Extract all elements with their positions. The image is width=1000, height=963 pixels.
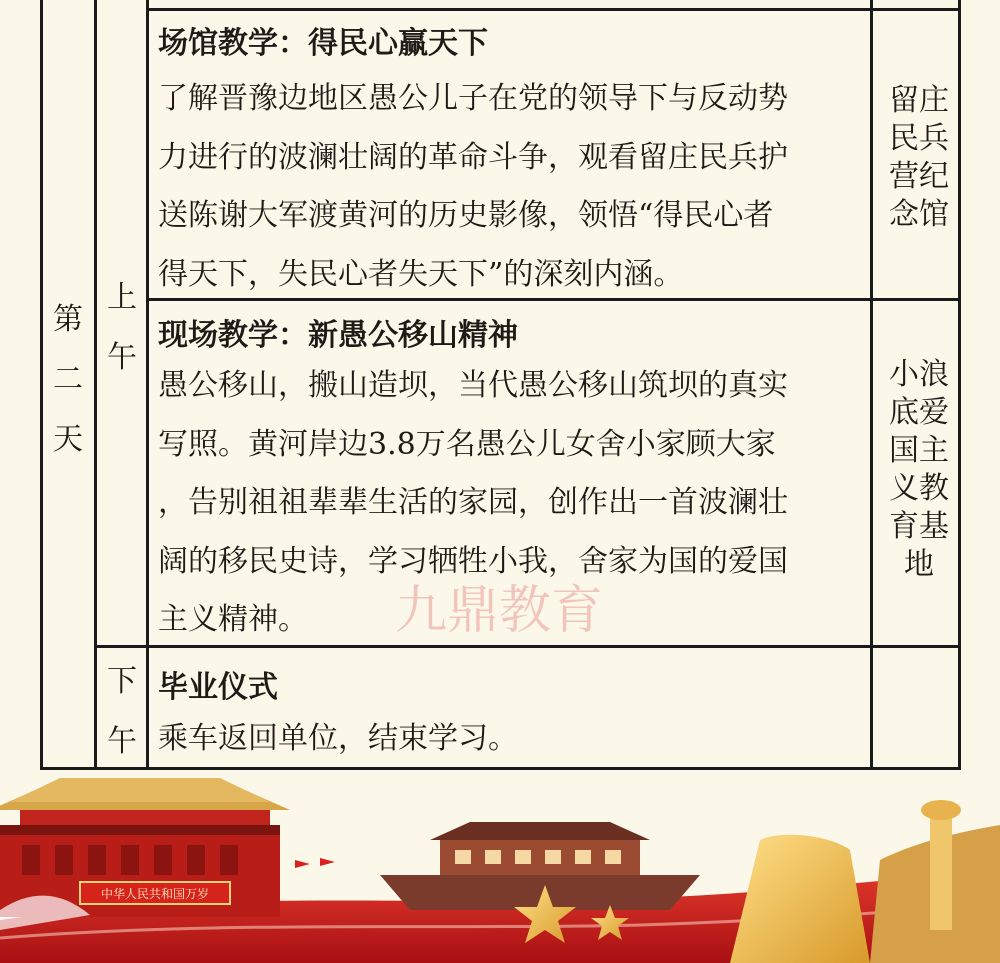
item-title: 场馆教学：得民心赢天下: [158, 26, 488, 61]
description-line: 了解晋豫边地区愚公儿子在党的领导下与反动势: [158, 81, 788, 116]
period-char: 下: [107, 664, 137, 699]
decorative-banner: [0, 770, 1000, 963]
description-line: 力进行的波澜壮阔的革命斗争，观看留庄民兵护: [158, 139, 788, 175]
description-line: 得天下，失民心者失天下”的深刻内涵。: [158, 256, 684, 292]
item-title: 现场教学：新愚公移山精神: [158, 318, 518, 353]
table-border-place: [870, 0, 873, 770]
period-afternoon: [96, 652, 148, 772]
description-line: 乘车返回单位，结束学习。: [158, 721, 518, 756]
item-place: 留庄民兵营纪念馆: [889, 83, 949, 232]
item-description: [158, 710, 518, 769]
item-title: 毕业仪式: [158, 670, 278, 705]
item-place: 小浪底爱国主义教育基地: [889, 357, 949, 582]
description-line: 送陈谢大军渡黄河的历史影像，领悟“得民心者: [158, 198, 774, 233]
item-description: [158, 70, 788, 304]
watermark: 九鼎教育: [395, 581, 604, 641]
day-char: 天: [53, 422, 83, 457]
period-char: 午: [107, 340, 137, 375]
description-line: 阔的移民史诗，学习牺牲小我，舍家为国的爱国: [158, 543, 788, 579]
description-line: 主义精神。: [158, 602, 308, 637]
day-char: 二: [53, 362, 83, 397]
period-char: 午: [107, 724, 137, 759]
description-line: ，告别祖祖辈辈生活的家园，创作出一首波澜壮: [158, 485, 788, 520]
tiananmen-gate: [0, 778, 290, 930]
description-line: 写照。黄河岸边3.8万名愚公儿女舍小家顾大家: [158, 426, 776, 462]
day-char: 第: [53, 302, 83, 337]
table-border-right: [958, 0, 961, 770]
table-border-top: [146, 8, 961, 11]
period-char: 上: [107, 280, 137, 315]
period-morning: [96, 268, 148, 388]
description-line: 愚公移山，搬山造坝，当代愚公移山筑坝的真实: [158, 368, 788, 403]
day-cell: [42, 290, 94, 470]
gate-sign: 中华人民共和国万岁: [100, 887, 210, 901]
